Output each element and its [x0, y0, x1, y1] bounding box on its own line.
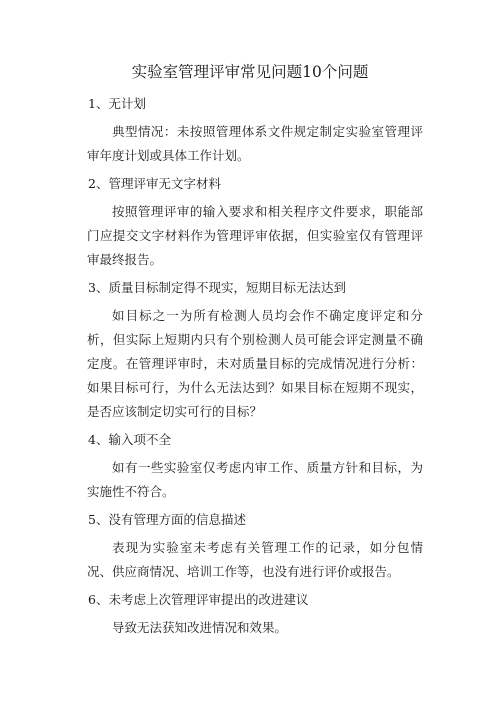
document-body: [0, 92, 500, 644]
section-paragraph: 如目标之一为所有检测人员均会作不确定度评定和分析，但实际上短期内只有个别检测人员可能会评定测量不确定度。在管理评审时，未对质量目标的完成情况进行分析：如果目标可行，为什么无法达到？如果目标在短期不现实，是否应该制定切实可行的目标？: [87, 308, 423, 419]
section-paragraph: 表现为实验室未考虑有关管理工作的记录，如分包情况、供应商情况、培训工作等，也没有进行评价或报告。: [87, 540, 423, 579]
section-heading: 5、没有管理方面的信息描述: [88, 512, 246, 527]
section-heading: 6、未考虑上次管理评审提出的改进建议: [88, 592, 309, 607]
section-1: [0, 92, 500, 168]
section-2: [0, 172, 500, 272]
section-paragraph: 导致无法获知改进情况和效果。: [112, 620, 288, 635]
section-3: [0, 276, 500, 424]
section-paragraph: 按照管理评审的输入要求和相关程序文件要求，职能部门应提交文字材料作为管理评审依据，但实验室仅有管理评审最终报告。: [87, 204, 423, 267]
section-heading: 2、管理评审无文字材料: [88, 176, 221, 191]
document-title: 实验室管理评审常见问题10个问题: [131, 63, 369, 81]
section-paragraph: 典型情况：未按照管理体系文件规定制定实验室管理评审年度计划或具体工作计划。: [87, 124, 423, 163]
section-5: [0, 508, 500, 584]
section-4: [0, 428, 500, 504]
section-heading: 4、输入项不全: [88, 432, 171, 447]
section-heading: 1、无计划: [88, 96, 146, 111]
section-6: [0, 588, 500, 640]
section-heading: 3、质量目标制定得不现实，短期目标无法达到: [88, 280, 346, 295]
section-paragraph: 如有一些实验室仅考虑内审工作、质量方针和目标，为实施性不符合。: [87, 460, 423, 499]
